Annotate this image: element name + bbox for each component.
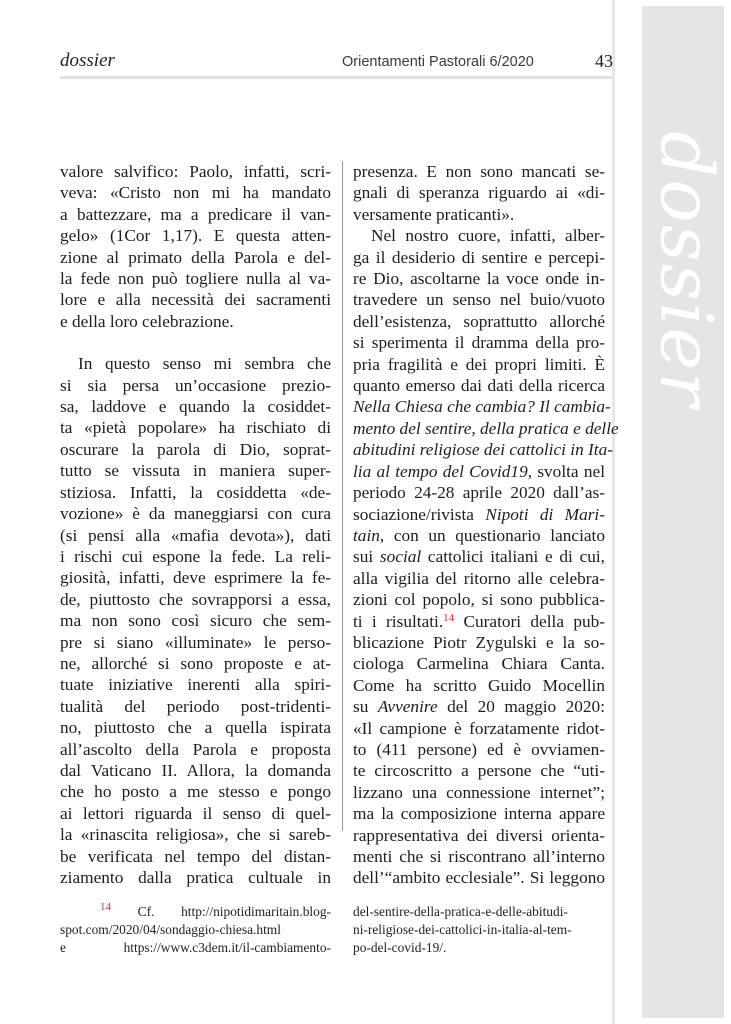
paragraph — [353, 161, 605, 225]
text-fragment: cattolici italiani e di cui, — [421, 547, 605, 567]
journal-title: Orientamenti Pastorali 6/2020 — [342, 54, 534, 70]
page-number: 43 — [595, 51, 613, 71]
text-line: giosità, infatti, deve esprimere la fe- — [60, 568, 331, 588]
text-line: tutto se vissuta in maniera super- — [60, 461, 331, 481]
footnote-line[interactable]: ni-religiose-dei-cattolici-in-italia-al-tem- — [353, 922, 572, 937]
text-line — [353, 439, 613, 460]
text-line — [353, 418, 619, 439]
text-line: ciologa Carmelina Chiara Canta. — [353, 654, 605, 674]
footnote-url-text[interactable]: Cf. http://nipotidimaritain.blog- — [111, 904, 331, 919]
text-line: lore e alla necessità dei sacramenti — [60, 290, 331, 310]
footnote-line[interactable]: po-del-covid-19/. — [353, 940, 447, 955]
text-line: gnali di speranza riguardo ai «di- — [353, 183, 605, 203]
text-line: valore salvifico: Paolo, infatti, scri- — [60, 162, 331, 181]
research-title-italic: mento del sentire, della pratica e delle — [353, 418, 619, 438]
text-line: no, piuttosto che a quella ispirata — [60, 718, 331, 738]
text-line: presenza. E non sono mancati se- — [353, 162, 605, 181]
text-line: gelo» (1Cor 1,17). E questa atten- — [60, 226, 331, 246]
text-fragment: su — [353, 697, 378, 717]
text-line: pre si siano «illuminate» le perso- — [60, 632, 331, 652]
text-line: oscurare la parola di Dio, soprat- — [60, 439, 331, 459]
paragraph — [60, 161, 331, 332]
text-line: dell’esistenza, soprattutto allorché — [353, 311, 605, 331]
text-line: rappresentativa dei diversi orienta- — [353, 825, 605, 845]
text-fragment: Curatori della pub- — [454, 611, 605, 631]
footnote-line[interactable]: del-sentire-della-pratica-e-delle-abitudi- — [353, 904, 568, 919]
text-line — [353, 525, 605, 546]
side-band-label-text: dossier — [645, 131, 730, 409]
text-line: menti che si riscontrano all’interno — [353, 847, 605, 866]
footnote-marker: 14 — [100, 901, 111, 913]
text-line: blicazione Piotr Zygulski e la so- — [353, 632, 605, 652]
text-line: pria fragilità e dei propri limiti. È — [353, 354, 605, 374]
column-divider — [342, 161, 343, 831]
footnote-14-continued — [353, 903, 605, 957]
text-line: zione al primato della Parola e del- — [60, 247, 331, 267]
text-line — [353, 504, 605, 525]
text-line: tualità del periodo post-tridenti- — [60, 696, 331, 716]
text-line: dal Vaticano II. Allora, la domanda — [60, 760, 331, 780]
text-line: zioni col popolo, si sono pubblica- — [353, 590, 605, 610]
right-column — [353, 161, 619, 889]
text-fragment: sociazione/rivista — [353, 504, 486, 524]
text-line: Nel nostro cuore, infatti, alber- — [371, 226, 605, 246]
left-column — [60, 161, 331, 888]
text-line: periodo 24-28 aprile 2020 dall’as- — [353, 483, 605, 503]
footnote-14 — [60, 903, 331, 957]
text-line — [353, 461, 605, 482]
text-line: ne, allorché si sono proposte e at- — [60, 653, 331, 673]
text-line: la «rinascita religiosa», che si sareb- — [60, 825, 331, 845]
text-line: travedere un senso nel buio/vuoto — [353, 290, 605, 310]
text-line: veva: «Cristo non mi ha mandato — [60, 183, 331, 203]
text-line: re Dio, ascoltarne la voce onde in- — [353, 269, 605, 289]
text-line: sa, laddove e quando la cosiddet- — [60, 397, 331, 417]
text-line: la fede non può togliere nulla al va- — [60, 269, 331, 289]
text-fragment: , svolta nel — [527, 461, 605, 481]
magazine-name-italic: tain — [353, 525, 380, 545]
header-rule — [60, 76, 613, 79]
text-line: ma la composizione interna appare — [353, 804, 605, 824]
text-line: tuate iniziative inerenti alla spiri- — [60, 675, 331, 695]
footnote-ref-14[interactable]: 14 — [443, 611, 455, 624]
text-line: versamente praticanti». — [353, 204, 515, 224]
research-title-italic: lia al tempo del Covid19 — [353, 461, 528, 481]
footnote-line — [60, 903, 331, 921]
text-line: ma non sono così sicuro che sem- — [60, 611, 331, 631]
text-line: de, piuttosto che sovrapporsi a essa, — [60, 589, 331, 609]
footnote-line[interactable]: spot.com/2020/04/sondaggio-chiesa.html — [60, 922, 281, 937]
text-fragment: ti i risultati. — [353, 611, 444, 631]
paragraph — [353, 225, 619, 889]
text-line: vozione» è da maneggiarsi con cura — [60, 504, 331, 524]
text-line — [353, 546, 605, 567]
research-title-italic: Nella Chiesa che cambia? Il cambia- — [353, 397, 611, 417]
text-line: (si pensi alla «mafia devota»), dati — [60, 525, 331, 545]
text-line: che ho posto a me stesso e pongo — [60, 782, 331, 802]
text-line: te circoscritto a persone che “uti- — [353, 761, 605, 781]
text-line: i rischi cui espone la fede. La reli- — [60, 546, 331, 566]
text-fragment: del 20 maggio 2020: — [437, 697, 605, 717]
social-italic: social — [379, 547, 422, 567]
text-line: alla vigilia del ritorno alle celebra- — [353, 568, 605, 588]
paragraph — [60, 353, 331, 888]
text-line: ai lettori riguarda il senso di quel- — [60, 803, 331, 823]
research-title-italic: abitudini religiose dei cattolici in Ita- — [353, 440, 613, 460]
section-logo: dossier — [60, 50, 115, 71]
text-line — [353, 696, 605, 717]
text-line — [353, 396, 611, 417]
text-line: ziamento dalla pratica cultuale in — [60, 868, 331, 887]
text-line: stiziosa. Infatti, la cosiddetta «de- — [60, 482, 331, 502]
text-line: ta «pietà popolare» ha rischiato di — [60, 418, 331, 438]
text-line: all’ascolto della Parola e proposta — [60, 739, 331, 759]
magazine-name-italic: Nipoti di Mari- — [485, 504, 605, 524]
running-header — [60, 50, 613, 74]
newspaper-name-italic: Avvenire — [377, 697, 438, 717]
text-line: si sia persa un’occasione prezio- — [60, 375, 331, 395]
text-line: In questo senso mi sembra che — [78, 354, 331, 374]
text-line: «Il campione è forzatamente ridot- — [353, 718, 605, 738]
side-band-label — [645, 131, 730, 409]
text-line: Come ha scritto Guido Mocellin — [353, 675, 605, 695]
text-line: to (411 persone) ed è ovviamen- — [353, 739, 605, 759]
text-fragment: sui — [353, 547, 380, 567]
text-fragment: , con un questionario lanciato — [379, 525, 605, 545]
page-edge — [612, 0, 615, 1024]
text-line: ga il desiderio di sentire e percepi- — [353, 247, 605, 267]
text-line: quanto emerso dai dati della ricerca — [353, 376, 605, 396]
text-line: lizzano una connessione internet”; — [353, 782, 605, 802]
text-line: e della loro celebrazione. — [60, 311, 234, 331]
text-line: si sperimenta il dramma della pro- — [353, 333, 605, 353]
text-line: dell’“ambito ecclesiale”. Si leggono — [353, 868, 605, 888]
text-line: a battezzare, ma a predicare il van- — [60, 204, 331, 224]
text-line: be verificata nel tempo del distan- — [60, 846, 331, 866]
text-line — [353, 611, 605, 632]
footnote-line[interactable]: e https://www.c3dem.it/il-cambiamento- — [60, 940, 331, 955]
